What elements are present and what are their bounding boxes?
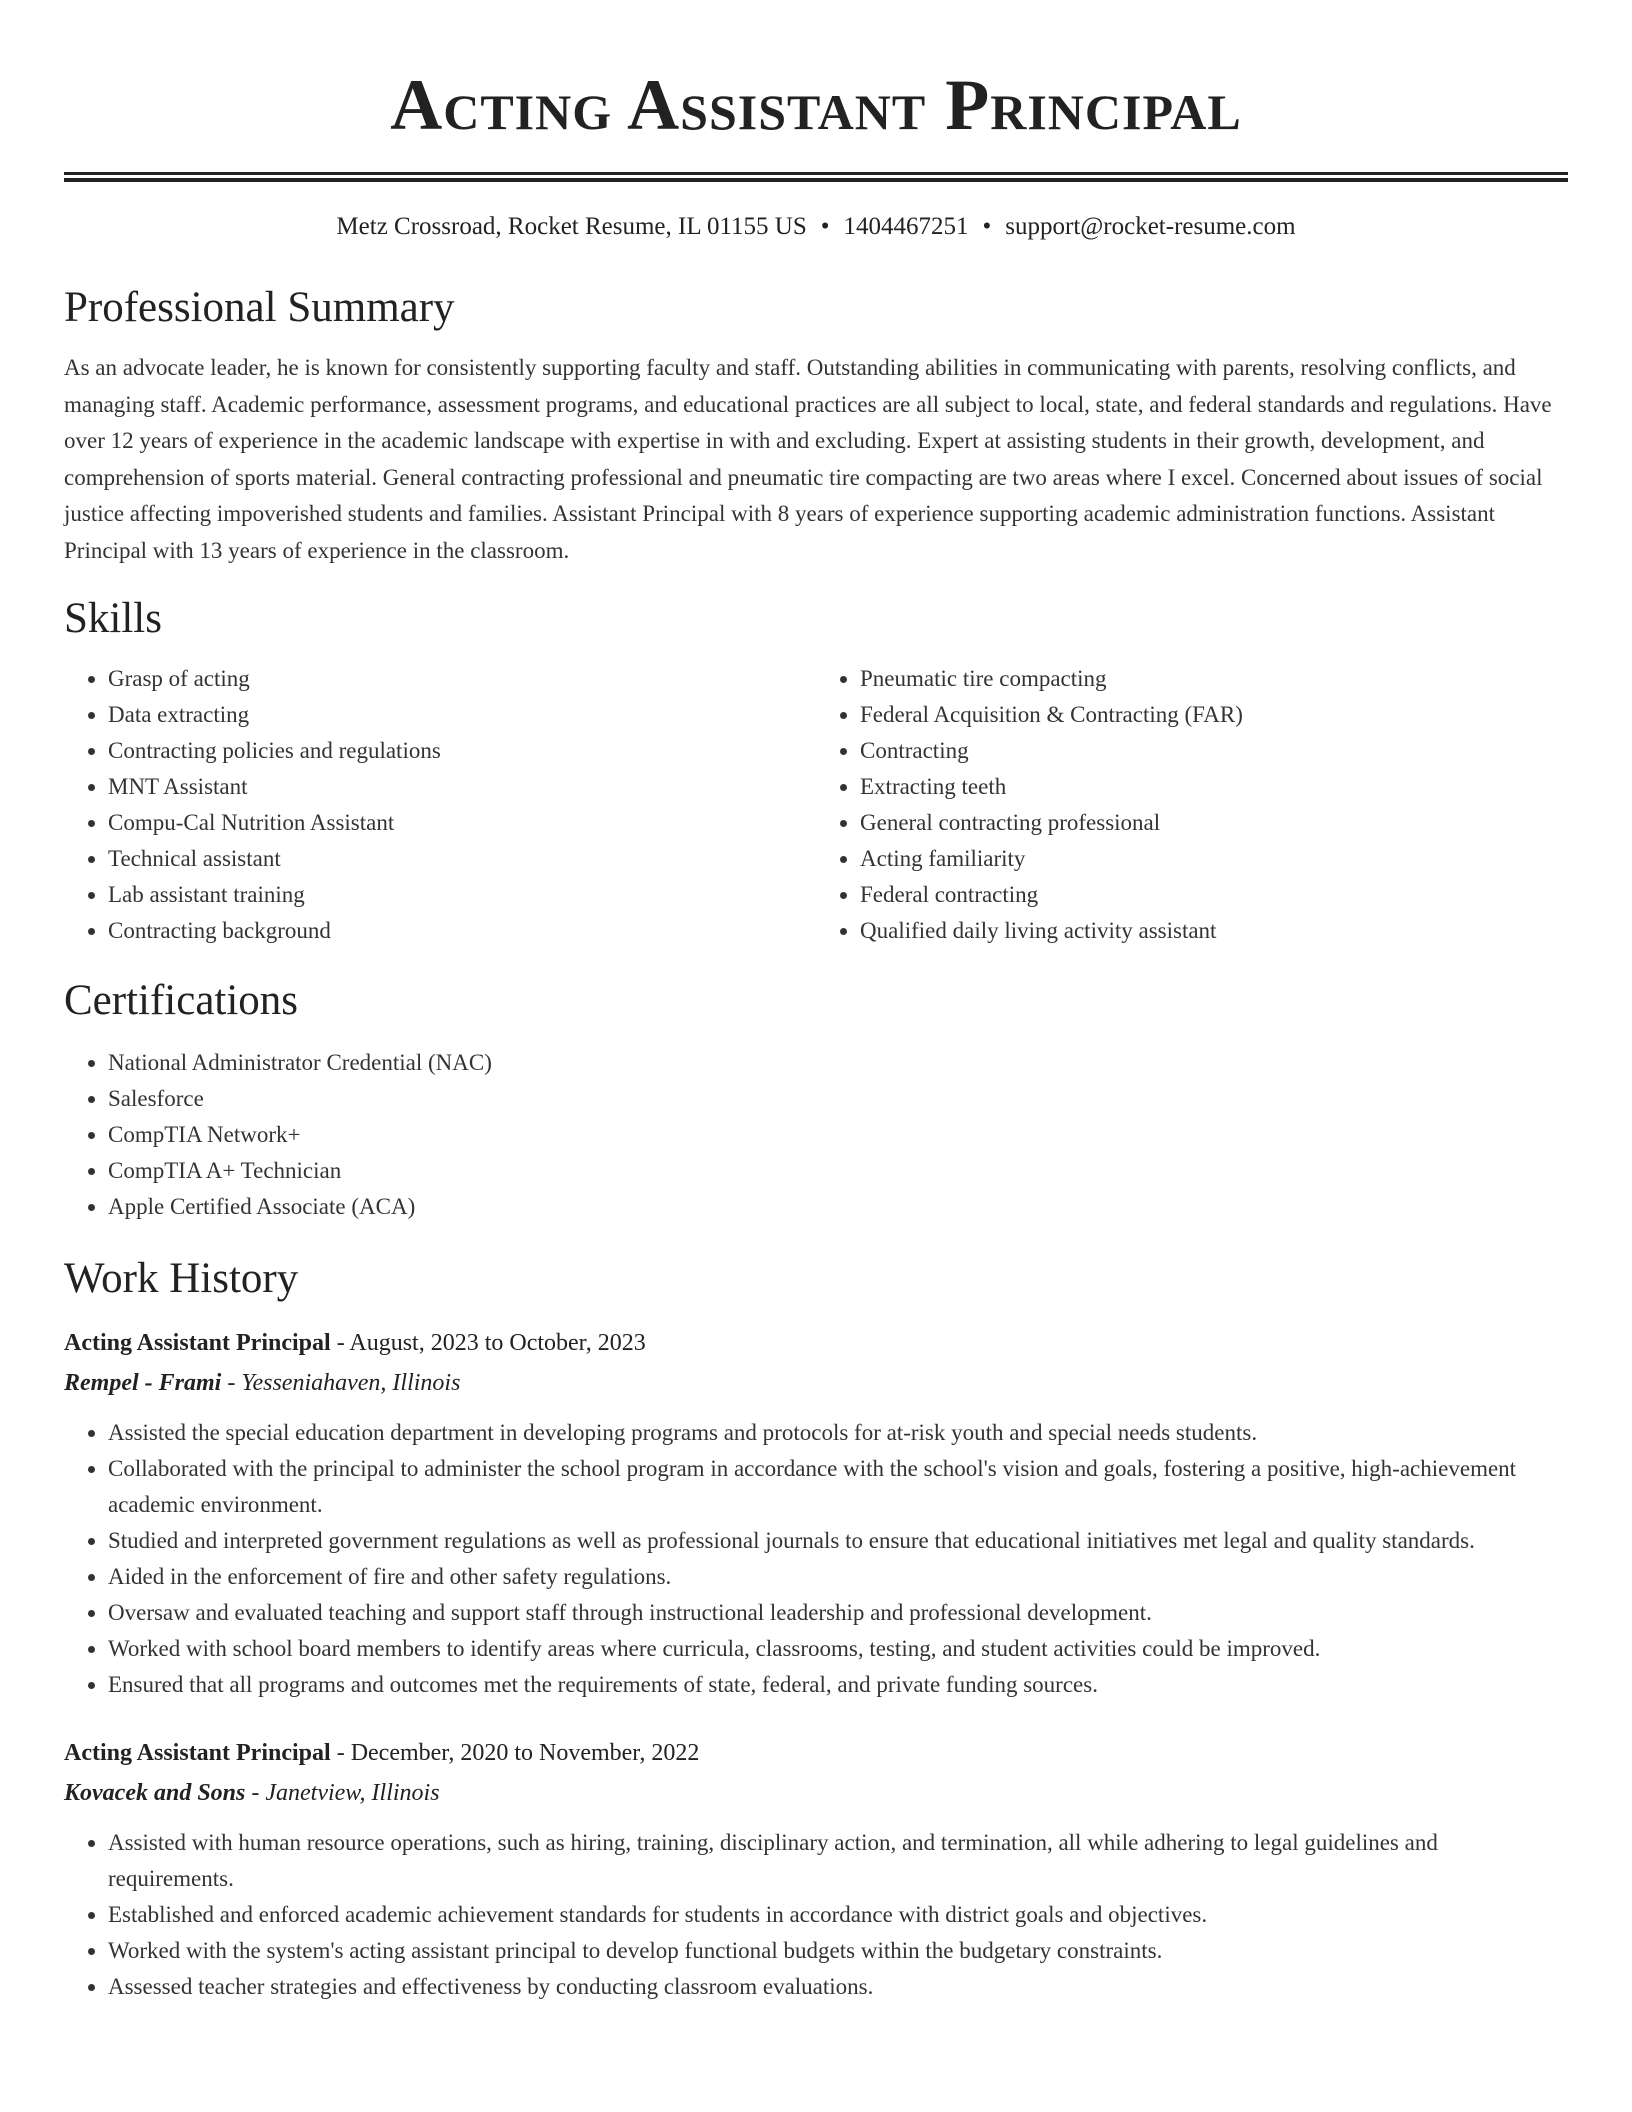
job-entry — [64, 1733, 1568, 2005]
dash-separator: - — [330, 1740, 351, 1766]
job-company-line — [64, 1363, 1568, 1403]
dash-separator: - — [245, 1780, 266, 1806]
skill-item: • Federal Acquisition & Contracting (FAR) — [860, 697, 1568, 733]
dash-separator: - — [330, 1330, 350, 1356]
job-location: Yesseniahaven, Illinois — [241, 1370, 461, 1396]
certification-item: • CompTIA Network+ — [108, 1117, 1568, 1153]
skill-item: • Federal contracting — [860, 877, 1568, 913]
contact-email: support@rocket-resume.com — [1005, 213, 1296, 240]
job-bullet: • Worked with school board members to identify areas where curricula, classrooms, testing, and student activities could be improved. — [108, 1631, 1568, 1667]
contact-address: Metz Crossroad, Rocket Resume, IL 01155 US — [336, 213, 807, 240]
job-dates: December, 2020 to November, 2022 — [350, 1740, 700, 1766]
job-bullet: • Assisted with human resource operations, such as hiring, training, disciplinary action, and termination, all while adhering to legal guidelines and requirements. — [108, 1825, 1568, 1897]
skill-item: • Grasp of acting — [108, 661, 816, 697]
resume-title: Acting Assistant Principal — [390, 65, 1242, 145]
contact-line — [64, 210, 1568, 244]
skill-item: • Extracting teeth — [860, 769, 1568, 805]
certification-item: • Apple Certified Associate (ACA) — [108, 1189, 1568, 1225]
job-bullets — [64, 1415, 1568, 1703]
job-title: Acting Assistant Principal — [64, 1740, 331, 1766]
contact-phone: 1404467251 — [843, 213, 969, 240]
certification-item: • Salesforce — [108, 1081, 1568, 1117]
contact-separator: • — [820, 213, 830, 240]
skill-item: • Lab assistant training — [108, 877, 816, 913]
work-history-heading: Work History — [64, 1255, 299, 1302]
summary-heading: Professional Summary — [64, 284, 455, 331]
skill-item: • Pneumatic tire compacting — [860, 661, 1568, 697]
summary-text: As an advocate leader, he is known for consistently supporting faculty and staff. Outstanding abilities in communicating with parents, resolving conflicts, and managing staff. Academic performance, assessment programs, and educational practices are all subject to local, state, and federal standards and regulations. Have over 12 years of experience in the academic landscape with expertise in with and excluding. Expert at assisting students in their growth, development, and comprehension of sports material. General contracting professional and pneumatic tire compacting are two areas where I excel. Concerned about issues of social justice affecting impoverished students and families. Assistant Principal with 8 years of experience supporting academic administration functions. Assistant Principal with 13 years of experience in the classroom. — [64, 355, 1552, 563]
skill-item: • Qualified daily living activity assistant — [860, 913, 1568, 949]
skill-item: • Acting familiarity — [860, 841, 1568, 877]
certifications-heading: Certifications — [64, 977, 299, 1024]
skills-list-left — [64, 661, 816, 949]
job-bullet: • Oversaw and evaluated teaching and support staff through instructional leadership and professional development. — [108, 1595, 1568, 1631]
job-entry — [64, 1323, 1568, 1703]
job-company: Rempel - Frami — [64, 1370, 222, 1396]
dash-separator: - — [221, 1370, 242, 1396]
skill-item: • Contracting background — [108, 913, 816, 949]
job-bullet: • Collaborated with the principal to administer the school program in accordance with the school's vision and goals, fostering a positive, high-achievement academic environment. — [108, 1451, 1568, 1523]
certification-item: • CompTIA A+ Technician — [108, 1153, 1568, 1189]
job-bullets — [64, 1825, 1568, 2005]
job-bullet: • Assessed teacher strategies and effectiveness by conducting classroom evaluations. — [108, 1969, 1568, 2005]
job-bullet: • Established and enforced academic achievement standards for students in accordance with district goals and objectives. — [108, 1897, 1568, 1933]
title-divider — [64, 172, 1568, 182]
job-title: Acting Assistant Principal — [64, 1330, 331, 1356]
skills-heading: Skills — [64, 595, 162, 642]
job-bullet: • Assisted the special education department in developing programs and protocols for at-risk youth and special needs students. — [108, 1415, 1568, 1451]
job-bullet: • Aided in the enforcement of fire and other safety regulations. — [108, 1559, 1568, 1595]
skill-item: • General contracting professional — [860, 805, 1568, 841]
job-company-line — [64, 1773, 1568, 1813]
skill-item: • Contracting — [860, 733, 1568, 769]
certifications-list — [64, 1045, 1568, 1225]
skills-list-right — [816, 661, 1568, 949]
job-dates: August, 2023 to October, 2023 — [349, 1330, 646, 1356]
certification-item: • National Administrator Credential (NAC) — [108, 1045, 1568, 1081]
contact-separator: • — [982, 213, 992, 240]
job-bullet: • Ensured that all programs and outcomes met the requirements of state, federal, and private funding sources. — [108, 1667, 1568, 1703]
job-bullet: • Studied and interpreted government regulations as well as professional journals to ensure that educational initiatives met legal and quality standards. — [108, 1523, 1568, 1559]
job-title-line — [64, 1733, 1568, 1773]
skill-item: • Contracting policies and regulations — [108, 733, 816, 769]
job-bullet: • Worked with the system's acting assistant principal to develop functional budgets within the budgetary constraints. — [108, 1933, 1568, 1969]
skill-item: • Technical assistant — [108, 841, 816, 877]
skill-item: • Compu-Cal Nutrition Assistant — [108, 805, 816, 841]
job-location: Janetview, Illinois — [265, 1780, 440, 1806]
job-company: Kovacek and Sons — [64, 1780, 246, 1806]
skills-grid — [64, 661, 1568, 949]
skill-item: • MNT Assistant — [108, 769, 816, 805]
job-title-line — [64, 1323, 1568, 1363]
skill-item: • Data extracting — [108, 697, 816, 733]
